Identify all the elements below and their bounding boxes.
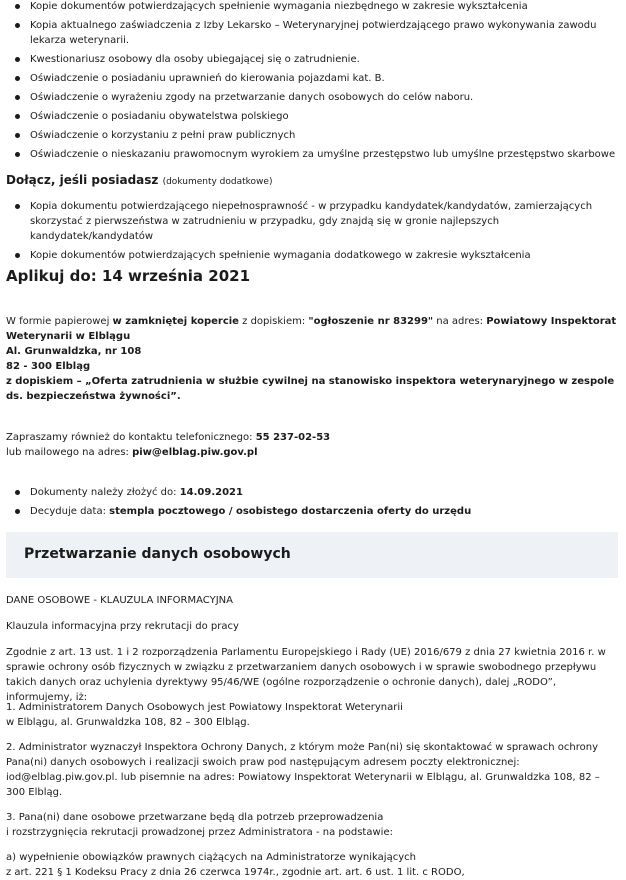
gdpr-p1: DANE OSOBOWE - KLAUZULA INFORMACYJNA [6,595,233,606]
bullet-icon [15,204,20,209]
bullet-icon [15,253,20,258]
bullet-icon [15,76,20,81]
bullet-icon [15,133,20,138]
gdpr-p7: a) wypełnienie obowiązków prawnych ciążących na Administratorze wynikających z art. 221 § 1 Kodeksu Pracy z dnia 26 czerwca 1974r., zgodnie art. art. 6 ust. 1 lit. c RODO, [6,852,465,878]
gdpr-p5: 2. Administrator wyznaczył Inspektora Ochrony Danych, z którym może Pan(ni) się skontaktować w sprawach ochrony Pana(ni) danych osobowych i realizacji swoich praw pod następującym adresem poczty elektronicznej: iod@elblag.piw.gov.pl. lub pisemnie na adres: Powiatowy Inspektorat Weterynarii w Elblągu, al. Grunwaldzka 108, 82 – 300 Elbląg. [6,742,600,798]
additional-documents-heading: Dołącz, jeśli posiadasz (dokumenty dodatkowe) [6,173,273,187]
bullet-icon [15,95,20,100]
phone-number: 55 237-02-53 [255,432,331,443]
bullet-icon [15,490,20,495]
additional-documents-note: (dokumenty dodatkowe) [162,177,273,187]
bullet-icon [15,4,20,9]
bullet-icon [15,57,20,62]
list-item: Kopia aktualnego zaświadczenia z Izby Lekarsko – Weterynaryjnej potwierdzającego prawo wykonywania zawodu lekarza weterynarii. [6,18,620,48]
list-item: Kopia dokumentu potwierdzającego niepełnosprawność - w przypadku kandydatek/kandydatów, zamierzających skorzystać z pierwszeństwa w zatrudnieniu w przypadku, gdy znajdą się w gronie najlepszych kandydatek/kandydatów [6,199,620,244]
contact-block: Zapraszamy również do kontaktu telefonicznego: 55 237-02-53 lub mailowego na adres: piw@elblag.piw.gov.pl [6,432,331,458]
list-item: Oświadczenie o posiadaniu obywatelstwa polskiego [6,109,620,124]
gdpr-p4: 1. Administratorem Danych Osobowych jest Powiatowy Inspektorat Weterynarii w Elblągu, al. Grunwaldzka 108, 82 – 300 Elbląg. [6,702,403,728]
deadline-list [6,485,620,523]
bullet-icon [15,152,20,157]
personal-data-section-header [6,532,618,578]
bullet-icon [15,509,20,514]
list-item: Oświadczenie o wyrażeniu zgody na przetwarzanie danych osobowych do celów naboru. [6,90,620,105]
list-item: Kopie dokumentów potwierdzających spełnienie wymagania niezbędnego w zakresie wykształcenia [6,0,620,14]
additional-documents-list [6,199,620,267]
gdpr-p3: Zgodnie z art. 13 ust. 1 i 2 rozporządzenia Parlamentu Europejskiego i Rady (UE) 2016/679 z dnia 27 kwietnia 2016 r. w sprawie ochrony osób fizycznych w związku z przetwarzaniem danych osobowych i w sprawie swobodnego przepływu takich danych oraz uchylenia dyrektywy 95/46/WE (ogólne rozporządzenie o ochronie danych), dalej „RODO”, informujemy, iż: [6,647,606,703]
section-title: Przetwarzanie danych osobowych [24,546,291,562]
list-item: Oświadczenie o posiadaniu uprawnień do kierowania pojazdami kat. B. [6,71,620,86]
list-item: Oświadczenie o nieskazaniu prawomocnym wyrokiem za umyślne przestępstwo lub umyślne przestępstwo skarbowe [6,147,620,162]
apply-deadline-heading: Aplikuj do: 14 września 2021 [6,267,251,285]
bullet-icon [15,114,20,119]
list-item: Kwestionariusz osobowy dla osoby ubiegającej się o zatrudnienie. [6,52,620,67]
gdpr-p6: 3. Pana(ni) dane osobowe przetwarzane będą dla potrzeb przeprowadzenia i rozstrzygnięcia rekrutacji prowadzonej przez Administratora - na podstawie: [6,812,393,838]
gdpr-p2: Klauzula informacyjna przy rekrutacji do pracy [6,621,239,632]
email-address: piw@elblag.piw.gov.pl [132,447,258,458]
required-documents-list [6,0,620,166]
list-item: Oświadczenie o korzystaniu z pełni praw publicznych [6,128,620,143]
list-item: Decyduje data: stempla pocztowego / osobistego dostarczenia oferty do urzędu [6,504,620,519]
list-item: Dokumenty należy złożyć do: 14.09.2021 [6,485,620,500]
bullet-icon [15,23,20,28]
list-item: Kopie dokumentów potwierdzających spełnienie wymagania dodatkowego w zakresie wykształcenia [6,248,620,263]
postal-address-block: W formie papierowej w zamkniętej kopercie z dopiskiem: "ogłoszenie nr 83299" na adres: Powiatowy Inspektorat Weterynarii w Elblągu Al. Grunwaldzka, nr 108 82 - 300 Elbląg z dopiskiem – „Oferta zatrudnienia w służbie cywilnej na stanowisko inspektora weterynaryjnego w zespole ds. bezpieczeństwa żywności”. [6,316,617,402]
